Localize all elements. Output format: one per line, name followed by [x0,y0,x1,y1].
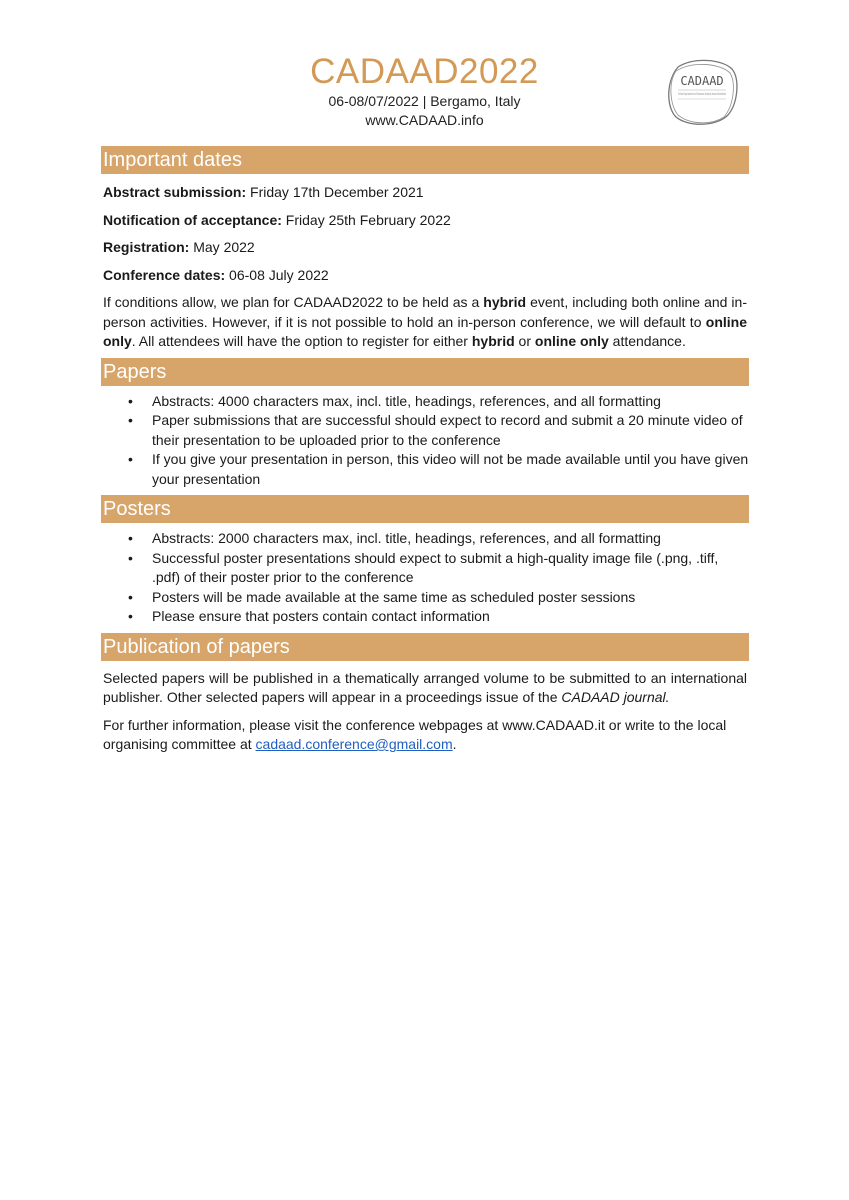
list-item [101,588,749,608]
publication-paragraph [103,669,747,708]
date-label: Abstract submission: [103,184,247,200]
list-item-text: Abstracts: 4000 characters max, incl. title, headings, references, and all formatting [152,392,661,409]
list-item-text: If you give your presentation in person, this video will not be made available until you have given your presentation [152,451,749,487]
document-body [101,146,749,755]
list-item [101,450,749,489]
list-item-text: Please ensure that posters contain contact information [152,608,490,624]
hybrid-note [103,293,747,352]
journal-name: CADAAD journal. [561,689,670,705]
date-label: Notification of acceptance: [103,211,282,228]
contact-text-end: . [452,736,457,752]
publication-text: Selected papers will be published in a thematically arranged volume to be submitted to an international publisher. Other selected papers will appear in a proceedings issue of the [103,669,747,705]
contact-paragraph [103,716,747,755]
conference-title: CADAAD2022 [310,52,539,91]
bullet-icon: • [128,588,133,605]
bullet-icon: • [128,530,133,546]
section-heading-papers: Papers [101,358,749,386]
date-location: 06-08/07/2022 | Bergamo, Italy [328,93,521,109]
list-item [101,411,749,450]
date-value: Friday 17th December 2021 [246,184,424,200]
list-item-text: Abstracts: 2000 characters max, incl. title, headings, references, and all formatting [152,530,661,546]
email-link[interactable]: cadaad.conference@gmail.com [255,736,453,752]
bullet-icon: • [128,549,133,566]
note-emphasis: online only [103,313,747,349]
list-item [101,607,749,627]
logo-wordmark: CADAAD [680,74,724,88]
note-text: event, including both online and in-person activities. However, if it is not possible to hold an in-person conference, we will default to [103,294,747,330]
date-item-conference [103,266,747,286]
date-item-notification [103,211,747,231]
list-item [101,549,749,588]
list-item-text: Paper submissions that are successful should expect to record and submit a 20 minute video of their presentation to be uploaded prior to the conference [152,412,743,448]
date-item-abstract [103,183,747,203]
list-item [101,529,749,549]
date-item-registration [103,238,747,258]
contact-text: For further information, please visit the conference webpages at www.CADAAD.it or write to the local organising committee at [103,716,727,752]
bullet-icon: • [128,412,133,428]
website-text: www.CADAAD.info [365,112,484,128]
note-text: or [514,333,535,349]
posters-list [101,529,749,627]
date-value: Friday 25th February 2022 [281,211,451,228]
bullet-icon: • [128,608,133,624]
list-item-text: Successful poster presentations should expect to submit a high-quality image file (.png, .tiff, .pdf) of their poster prior to the conference [152,549,719,585]
note-text: attendance. [608,333,686,349]
section-heading-posters: Posters [101,495,749,523]
papers-list [101,392,749,490]
date-label: Conference dates: [103,266,226,283]
note-emphasis: hybrid [483,294,527,310]
date-label: Registration: [103,239,190,255]
note-emphasis: hybrid [471,333,515,349]
bullet-icon: • [128,392,133,409]
date-value: 06-08 July 2022 [225,266,329,283]
note-emphasis: online only [534,333,609,349]
list-item [101,392,749,412]
date-value: May 2022 [189,239,255,255]
list-item-text: Posters will be made available at the same time as scheduled poster sessions [152,588,636,605]
cadaad-logo [664,55,740,131]
note-text: . All attendees will have the option to register for either [131,333,472,349]
section-heading-important-dates: Important dates [101,146,749,174]
logo-subtext: Critical Approaches to Discourse Analysis across Disciplines [678,92,727,96]
note-text: If conditions allow, we plan for CADAAD2022 to be held as a [103,294,484,310]
section-heading-publication: Publication of papers [101,633,749,661]
bullet-icon: • [128,451,133,467]
